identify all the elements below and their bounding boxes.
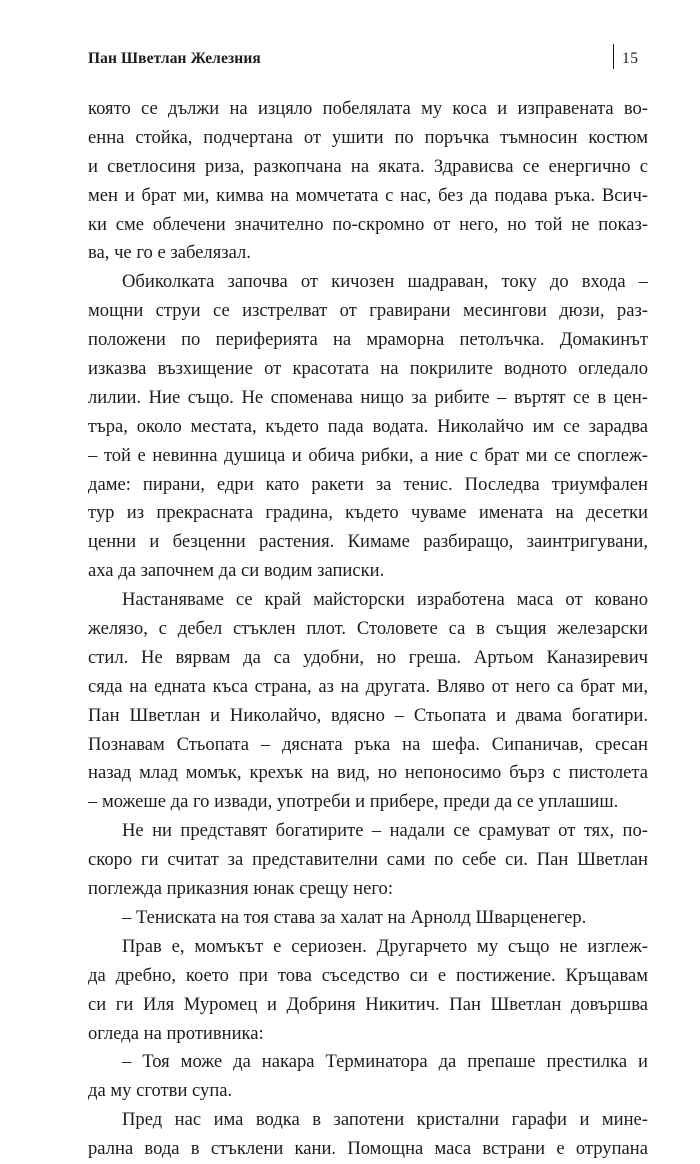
text-line: поглежда приказния юнак срещу него: <box>88 878 393 900</box>
text-line: желязо, с дебел стъклен плот. Столовете са в същия железарски <box>88 618 648 640</box>
text-line: скоро ги считат за представителни сами по себе си. Пан Шветлан <box>88 849 648 871</box>
text-line: си ги Иля Муромец и Добриня Никитич. Пан Шветлан довършва <box>88 993 648 1015</box>
text-line: енна стойка, подчертана от ушити по поръчка тъмносин костюм <box>88 126 648 148</box>
text-line: – Тоя може да накара Терминатора да препаше престилка и <box>122 1051 648 1073</box>
page-number: 15 <box>622 50 639 67</box>
text-line: Пан Шветлан и Николайчо, вдясно – Стьопата и двама богатири. <box>88 704 648 726</box>
text-line: – Тениската на тоя става за халат на Арнолд Шварценегер. <box>122 906 587 928</box>
text-line: която се дължи на изцяло побелялата му коса и изправената во- <box>88 98 648 119</box>
text-line: стил. Не вярвам да са удобни, но греша. Артьом Каназиревич <box>88 646 648 668</box>
running-header <box>88 48 648 74</box>
running-title: Пан Шветлан Железния <box>88 50 261 67</box>
text-line: положени по периферията на мраморна петолъчка. Домакинът <box>88 329 648 351</box>
text-line: Настаняваме се край майсторски изработена маса от ковано <box>122 589 648 611</box>
text-line: мен и брат ми, кимва на момчетата с нас, без да подава ръка. Всич- <box>88 184 648 206</box>
text-line: назад млад момък, крехък на вид, но непоносимо бърз с пистолета <box>88 762 648 784</box>
text-line: тур из прекрасната градина, където чуваме имената на десетки <box>88 502 648 524</box>
text-line: и светлосиня риза, разкопчана на яката. Здрависва се енергично с <box>88 155 648 177</box>
text-line: изказва възхищение от красотата на покрилите водното огледало <box>88 358 648 380</box>
text-line: рална вода в стъклени кани. Помощна маса встрани е отрупана <box>88 1138 648 1160</box>
text-line: даме: пирани, едри като ракети за тенис. Последва триумфален <box>88 473 648 495</box>
text-line: сяда на едната къса страна, аз на другата. Вляво от него са брат ми, <box>88 675 648 697</box>
body-text <box>88 95 648 1164</box>
text-line: лилии. Ние също. Не споменава нищо за рибите – въртят се в цен- <box>88 386 648 408</box>
text-line: ва, че го е забелязал. <box>88 242 251 264</box>
text-line: Познавам Стьопата – дясната ръка на шефа. Сипаничав, сресан <box>88 733 648 755</box>
text-line: търа, около местата, където пада водата. Николайчо им се зарадва <box>88 415 648 437</box>
text-line: Не ни представят богатирите – надали се срамуват от тях, по- <box>122 820 648 842</box>
text-line: да му сготви супа. <box>88 1080 233 1102</box>
text-line: ки сме облечени значително по-скромно от него, но той не показ- <box>88 213 648 235</box>
text-line: Прав е, момъкът е сериозен. Другарчето му също не изглеж- <box>122 935 648 957</box>
text-line: аха да започнем да си водим записки. <box>88 560 385 582</box>
folio-divider <box>613 44 614 69</box>
text-line: да дребно, което при това съседство си е постижение. Кръщавам <box>88 964 648 986</box>
text-line: – той е невинна душица и обича рибки, а ние с брат ми се споглеж- <box>88 444 648 466</box>
text-line: ценни и безценни растения. Кимаме разбиращо, заинтригувани, <box>88 531 648 553</box>
text-line: – можеше да го извади, употреби и прибере, преди да се уплашиш. <box>88 791 619 813</box>
text-line: огледа на противника: <box>88 1022 264 1044</box>
text-line: Пред нас има водка в запотени кристални гарафи и мине- <box>122 1109 648 1131</box>
text-line: мощни струи се изстрелват от гравирани месингови дюзи, раз- <box>88 300 648 322</box>
text-line: Обиколката започва от кичозен шадраван, току до входа – <box>122 271 648 293</box>
